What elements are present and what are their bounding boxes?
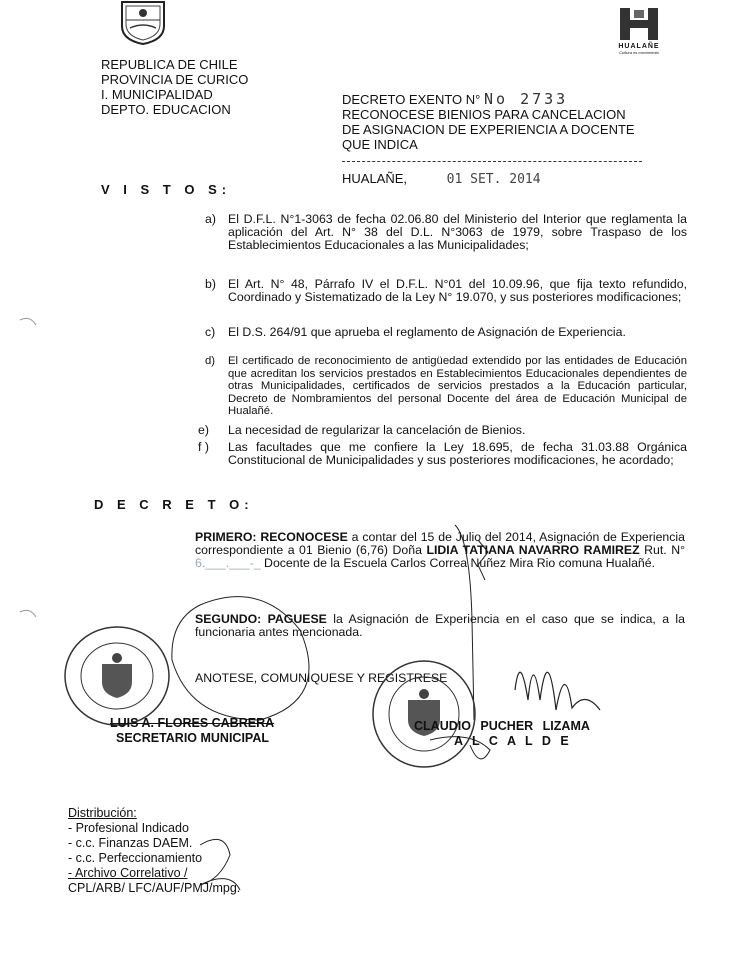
header-line: DEPTO. EDUCACION xyxy=(101,102,231,117)
item-label: c) xyxy=(205,325,216,339)
decree-number-label: DECRETO EXENTO N° xyxy=(342,92,481,107)
primero-text-1: a contar del 15 de Julio del 2014, Asignación de Experiencia correspondiente a 01 Bienio (6,76) Doña xyxy=(195,530,685,557)
signature-left xyxy=(110,716,274,746)
signature-right-role: A L C A L D E xyxy=(454,734,572,748)
stamp-secretario-icon xyxy=(62,624,172,728)
decree-place: HUALAÑE, xyxy=(342,171,408,186)
item-label: b) xyxy=(205,277,216,291)
item-text: Las facultades que me confiere la Ley 18.695, de fecha 31.03.88 Orgánica Constitucional de Municipalidades y sus posteriores modificaciones, he acordado; xyxy=(228,440,687,467)
distribution-title: Distribución: xyxy=(68,806,137,820)
signature-left-name: LUIS A. FLORES CABRERA xyxy=(110,716,275,730)
decree-number-value: No 2733 xyxy=(483,90,569,108)
primero-text-3: Docente de la Escuela Carlos Correa Núñez Mira Rio comuna Hualañé. xyxy=(260,556,656,570)
distribution-item: - Archivo Correlativo / xyxy=(68,866,188,880)
signature-right-name: CLAUDIO PUCHER LIZAMA xyxy=(414,719,590,733)
stamp-secretario xyxy=(62,624,172,728)
logo-text: HUALAÑE xyxy=(618,43,660,50)
distribution-item: - Profesional Indicado xyxy=(68,821,189,835)
distribution-item: CPL/ARB/ LFC/AUF/PMJ/mpg. xyxy=(68,881,241,895)
item-text: El D.F.L. N°1-3063 de fecha 02.06.80 del Ministerio del Interior que reglamenta la aplicación del Art. N° 38 del D.L. N°3063 de 1979, sobre Traspaso de los Establecimientos Educacionales a las Municipalidades; xyxy=(228,212,687,252)
item-label: e) xyxy=(198,423,209,437)
stamp-alcalde-icon xyxy=(370,658,478,770)
decree-title-line: QUE INDICA xyxy=(342,137,418,152)
signature-left-role: SECRETARIO MUNICIPAL xyxy=(116,731,270,745)
decreto-title: D E C R E T O: xyxy=(94,497,254,512)
item-label: d) xyxy=(205,355,216,367)
item-label: a) xyxy=(205,212,216,226)
stamp-alcalde xyxy=(370,658,478,770)
logo-tagline: Cultura es movimiento xyxy=(619,50,659,55)
item-text: El certificado de reconocimiento de antigüedad extendido por las entidades de Educación que acreditan los servicios prestados en Establecimientos Educacionales dependientes de otras Municipalidades, certificados de servicios prestados a la Educación particular, Decreto de Nombramientos del personal Docente del área de Educación Municipal de Hualañé. xyxy=(228,355,687,417)
anotese-line: ANOTESE, COMUNIQUESE Y REGISTRESE xyxy=(195,671,448,685)
header-line: PROVINCIA DE CURICO xyxy=(101,72,249,87)
header-line: REPUBLICA DE CHILE xyxy=(101,57,238,72)
item-text: La necesidad de regularizar la cancelación de Bienios. xyxy=(228,423,526,437)
decree-title-line: DE ASIGNACION DE EXPERIENCIA A DOCENTE xyxy=(342,122,635,137)
primero-label: PRIMERO: RECONOCESE xyxy=(195,530,348,544)
primero-text-2: Rut. N° xyxy=(639,543,686,557)
item-label: f ) xyxy=(198,440,209,454)
vistos-title: V I S T O S: xyxy=(101,182,232,197)
segundo-text: la Asignación de Experiencia en el caso que se indica, a la funcionaria antes mencionada. xyxy=(195,612,685,639)
distribution xyxy=(68,806,240,896)
primero-rut: 6.___.___-_ xyxy=(195,556,261,570)
signature-right xyxy=(414,719,590,749)
segundo-label: SEGUNDO: PAGUESE xyxy=(195,612,327,626)
distribution-item: - c.c. Perfeccionamiento xyxy=(68,851,203,865)
primero-name: LIDIA TATIANA NAVARRO RAMIREZ xyxy=(426,543,640,557)
item-text: El Art. N° 48, Párrafo IV el D.F.L. N°01 del 10.09.96, que fija texto refundido, Coordinado y Sistematizado de la Ley N° 19.070, y sus posteriores modificaciones; xyxy=(228,277,687,304)
decree-date-stamp: 01 SET. 2014 xyxy=(446,172,541,187)
decree-title-line: RECONOCESE BIENIOS PARA CANCELACION xyxy=(342,107,626,122)
header-line: I. MUNICIPALIDAD xyxy=(101,87,213,102)
distribution-item: - c.c. Finanzas DAEM. xyxy=(68,836,193,850)
item-text: El D.S. 264/91 que aprueba el reglamento de Asignación de Experiencia. xyxy=(228,325,626,339)
